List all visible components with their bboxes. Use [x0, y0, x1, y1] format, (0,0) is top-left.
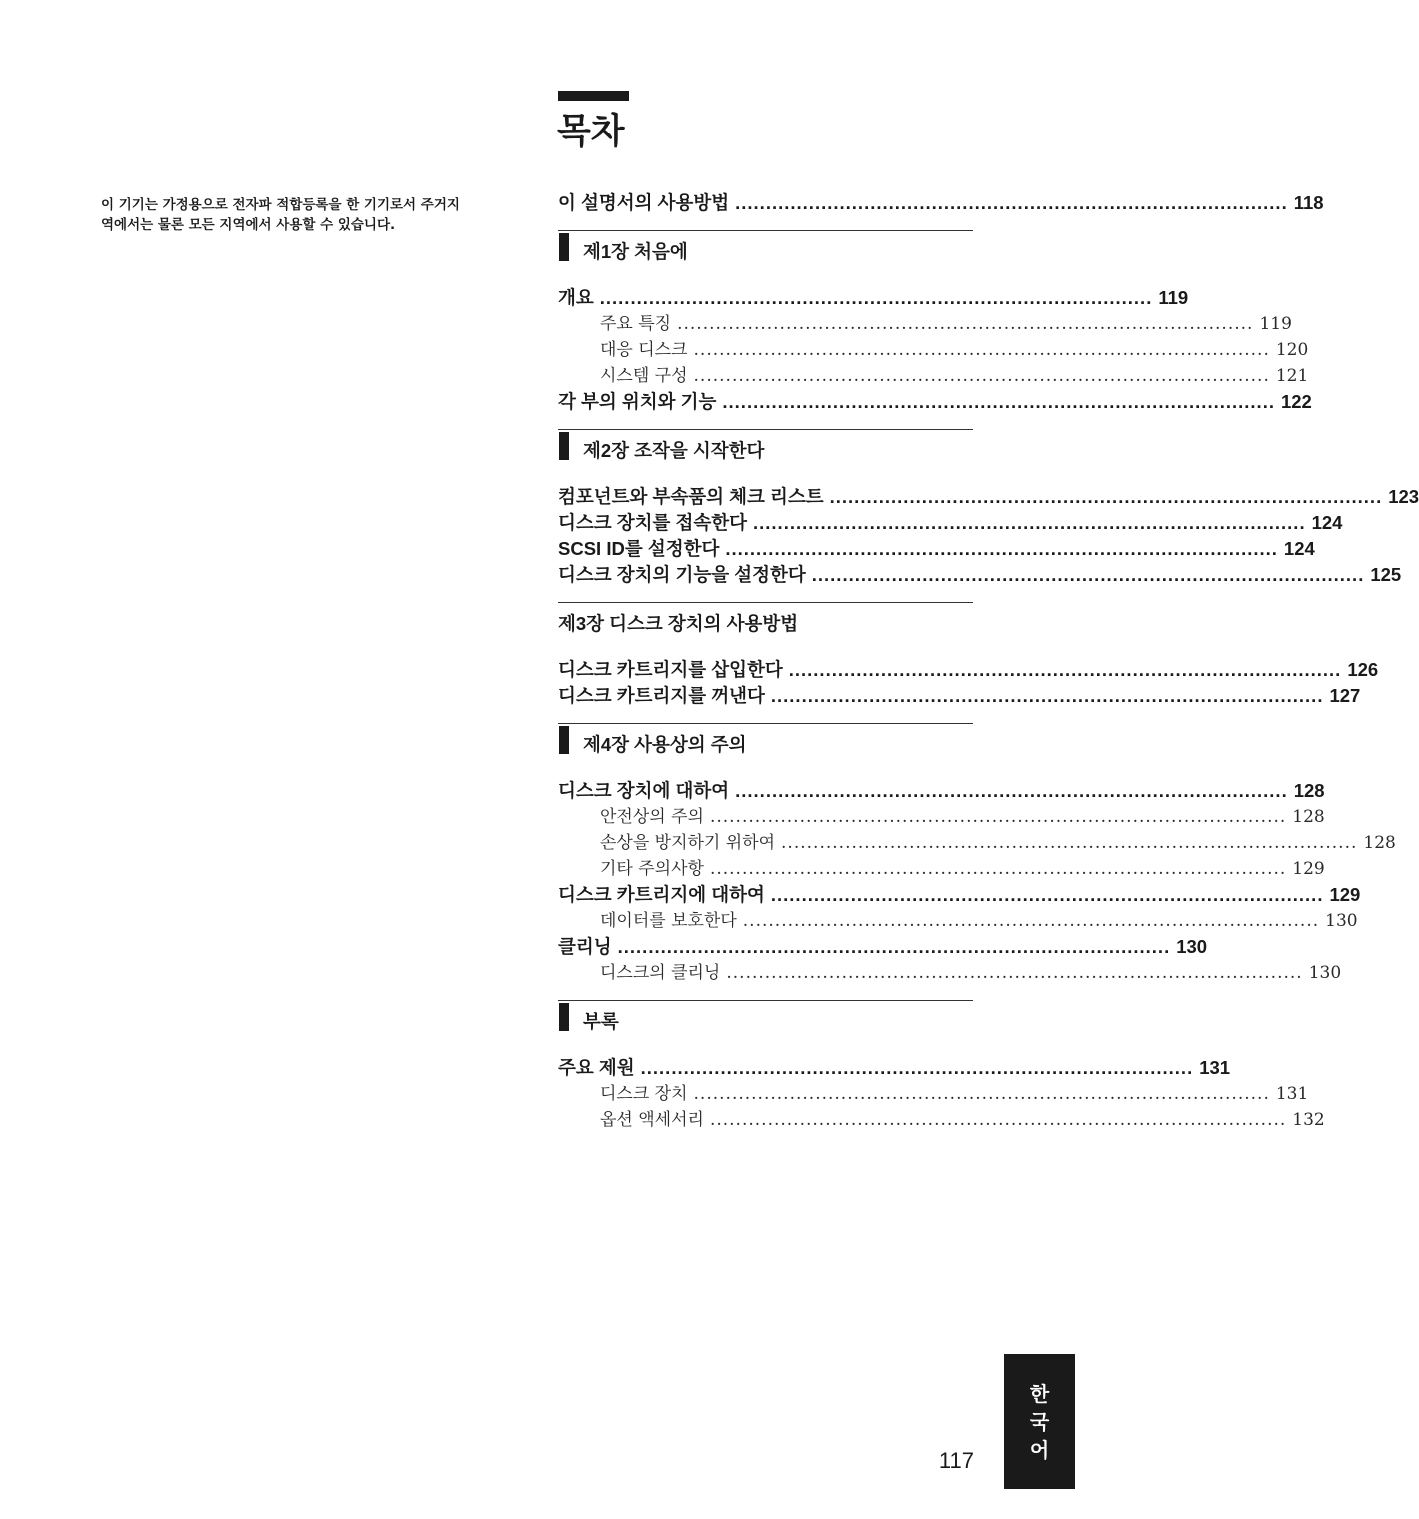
toc-entry-label: 디스크 장치를 접속한다 [558, 512, 747, 533]
toc-entry-page: 123 [1388, 486, 1419, 507]
toc-entry-label: 디스크 장치에 대하여 [558, 780, 730, 801]
toc-leader-dots: .......................................................................................... [725, 538, 1278, 559]
toc-entry[interactable] [558, 562, 1402, 588]
toc-entry-page: 130 [1325, 911, 1358, 931]
toc-entry-page: 119 [1259, 314, 1292, 334]
toc-entry[interactable] [558, 285, 1189, 311]
toc-entry-page: 128 [1363, 833, 1396, 853]
toc-leader-dots: .......................................................................................... [640, 1057, 1194, 1078]
chapter-title: 제4장 사용상의 주의 [583, 734, 747, 755]
chapter-heading [558, 429, 973, 472]
toc-subentry[interactable] [558, 960, 1342, 986]
toc-entry[interactable] [558, 536, 1315, 562]
page-number: 117 [938, 1448, 974, 1473]
toc-leader-dots: .......................................................................................... [781, 833, 1358, 853]
toc-entry-label: 각 부의 위치와 기능 [558, 391, 717, 412]
toc-leader-dots: .......................................................................................... [735, 192, 1288, 213]
title-bar [558, 91, 629, 101]
toc-entry[interactable] [558, 1055, 1231, 1081]
toc-entry-label: 이 설명서의 사용방법 [558, 192, 730, 213]
table-of-contents [558, 190, 1419, 1133]
toc-entry-label: 시스템 구성 [600, 366, 688, 386]
toc-entry-page: 119 [1158, 287, 1189, 308]
toc-entry-page: 125 [1370, 564, 1402, 585]
chapter-title: 제2장 조작을 시작한다 [583, 440, 765, 461]
toc-entry-page: 127 [1329, 685, 1361, 706]
toc-leader-dots: .......................................................................................... [693, 366, 1270, 386]
toc-entry-label: 기타 주의사항 [600, 859, 704, 879]
toc-entry-page: 129 [1292, 859, 1325, 879]
toc-subentry[interactable] [558, 337, 1309, 363]
toc-entry-page: 121 [1275, 366, 1309, 386]
language-tab [1004, 1354, 1075, 1489]
toc-leader-dots: .......................................................................................... [599, 287, 1153, 308]
toc-entry[interactable] [558, 510, 1343, 536]
toc-subentry[interactable] [558, 908, 1358, 934]
chapter-marker [559, 1003, 569, 1031]
chapter-marker [559, 233, 569, 261]
toc-entry-page: 124 [1283, 538, 1315, 559]
toc-subentry[interactable] [558, 1081, 1309, 1107]
toc-subentry[interactable] [558, 311, 1292, 337]
toc-entry[interactable] [558, 190, 1324, 216]
toc-entry-label: 주요 특징 [600, 314, 672, 334]
page-title: 목차 [557, 112, 625, 152]
toc-leader-dots: .......................................................................................... [753, 512, 1306, 533]
chapter-marker [559, 432, 569, 460]
toc-entry-label: 디스크 카트리지에 대하여 [558, 884, 765, 905]
toc-leader-dots: .......................................................................................... [811, 564, 1365, 585]
toc-entry-page: 130 [1176, 936, 1208, 957]
toc-entry-label: SCSI ID를 설정한다 [558, 538, 720, 559]
toc-entry-label: 디스크 장치의 기능을 설정한다 [558, 564, 806, 585]
toc-entry[interactable] [558, 389, 1312, 415]
toc-entry-page: 130 [1308, 963, 1342, 983]
toc-entry-page: 128 [1293, 780, 1325, 801]
toc-leader-dots: .......................................................................................... [735, 780, 1288, 801]
toc-leader-dots: .......................................................................................... [693, 1084, 1270, 1104]
notice-line: 이 기기는 가정용으로 전자파 적합등록을 한 기기로서 주거지 [101, 197, 460, 213]
toc-entry-page: 128 [1292, 807, 1325, 827]
toc-entry[interactable] [558, 484, 1419, 510]
toc-entry[interactable] [558, 778, 1325, 804]
toc-entry-page: 120 [1275, 340, 1309, 360]
toc-leader-dots: .......................................................................................... [788, 659, 1342, 680]
toc-entry-page: 122 [1280, 391, 1312, 412]
toc-leader-dots: .......................................................................................... [742, 911, 1320, 931]
chapter-marker [559, 726, 569, 754]
chapter-heading [558, 723, 973, 766]
toc-entry-page: 124 [1311, 512, 1343, 533]
toc-entry-page: 118 [1293, 192, 1324, 213]
toc-entry-page: 131 [1275, 1084, 1309, 1104]
toc-entry-page: 126 [1347, 659, 1379, 680]
toc-entry[interactable] [558, 882, 1361, 908]
toc-entry-label: 주요 제원 [558, 1057, 635, 1078]
toc-leader-dots: .......................................................................................... [726, 963, 1303, 983]
toc-entry-label: 디스크 카트리지를 삽입한다 [558, 659, 783, 680]
toc-entry-page: 132 [1292, 1110, 1325, 1130]
toc-leader-dots: .......................................................................................... [722, 391, 1275, 412]
toc-leader-dots: .......................................................................................... [617, 936, 1171, 957]
toc-entry-label: 디스크 카트리지를 꺼낸다 [558, 685, 765, 706]
toc-entry-label: 컴포넌트와 부속품의 체크 리스트 [558, 486, 824, 507]
toc-entry-label: 안전상의 주의 [600, 807, 704, 827]
toc-leader-dots: .......................................................................................... [770, 685, 1324, 706]
toc-subentry[interactable] [558, 856, 1325, 882]
language-tab-label: 한국어 [1029, 1381, 1050, 1462]
toc-leader-dots: .......................................................................................... [770, 884, 1324, 905]
toc-entry-label: 손상을 방지하기 위하여 [600, 833, 776, 853]
toc-entry-page: 131 [1199, 1057, 1231, 1078]
toc-entry-label: 클리닝 [558, 936, 612, 957]
chapter-heading [558, 230, 973, 273]
toc-entry-label: 디스크의 클리닝 [600, 963, 721, 983]
toc-subentry[interactable] [558, 804, 1325, 830]
chapter-title: 제1장 처음에 [583, 241, 688, 262]
toc-entry-label: 개요 [558, 287, 594, 308]
toc-subentry[interactable] [558, 363, 1309, 389]
toc-leader-dots: .......................................................................................... [709, 1110, 1287, 1130]
chapter-title: 제3장 디스크 장치의 사용방법 [558, 613, 799, 634]
chapter-heading [558, 602, 973, 645]
toc-entry[interactable] [558, 683, 1361, 709]
toc-leader-dots: .......................................................................................... [829, 486, 1383, 507]
toc-entry-page: 129 [1329, 884, 1361, 905]
toc-subentry[interactable] [558, 1107, 1325, 1133]
notice-line: 역에서는 물론 모든 지역에서 사용할 수 있습니다. [101, 217, 396, 233]
toc-entry-label: 대응 디스크 [600, 340, 688, 360]
notice-text [101, 195, 531, 235]
toc-subentry[interactable] [558, 830, 1396, 856]
toc-entry-label: 데이터를 보호한다 [600, 911, 737, 931]
toc-leader-dots: .......................................................................................... [709, 859, 1287, 879]
toc-entry[interactable] [558, 657, 1379, 683]
toc-entry[interactable] [558, 934, 1208, 960]
toc-entry-label: 옵션 액세서리 [600, 1110, 704, 1130]
toc-leader-dots: .......................................................................................... [709, 807, 1287, 827]
toc-leader-dots: .......................................................................................... [693, 340, 1270, 360]
chapter-title: 부록 [583, 1011, 619, 1032]
chapter-heading [558, 1000, 973, 1043]
toc-leader-dots: .......................................................................................... [677, 314, 1254, 334]
toc-entry-label: 디스크 장치 [600, 1084, 688, 1104]
